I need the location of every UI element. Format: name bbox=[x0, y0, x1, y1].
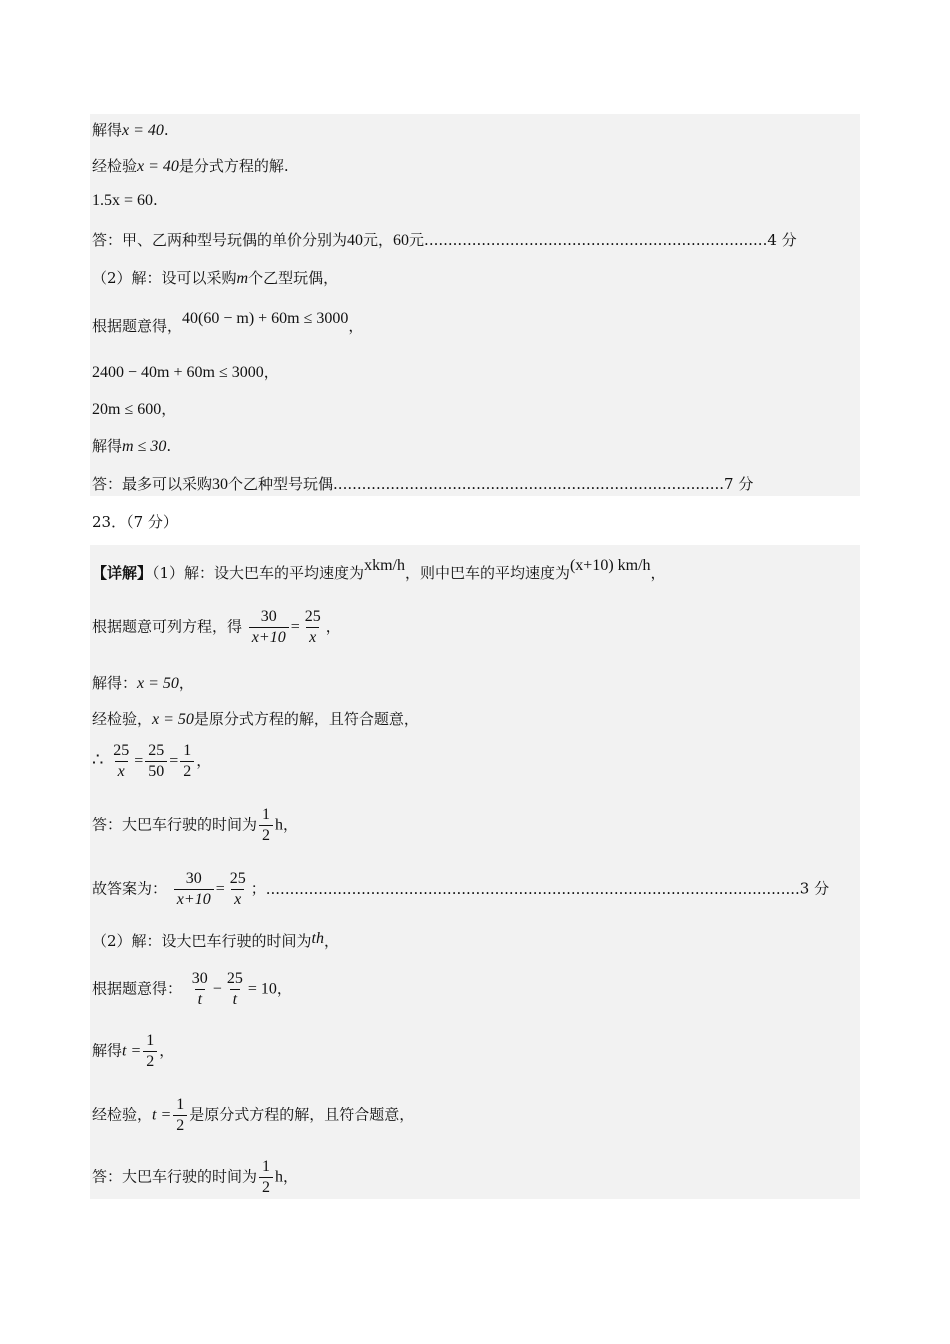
fraction bbox=[143, 1031, 157, 1072]
text: 答：最多可以采购 bbox=[92, 475, 213, 493]
punct: . bbox=[166, 437, 172, 455]
score: 7 分 bbox=[724, 475, 754, 493]
text: （2）解：设可以采购 bbox=[92, 269, 237, 287]
text: 解得 bbox=[92, 121, 123, 139]
math: = 10 bbox=[247, 980, 277, 998]
line-8 bbox=[92, 399, 176, 420]
math: x = 50 bbox=[137, 675, 179, 692]
numerator: 30 bbox=[191, 970, 208, 987]
text: 个乙种型号玩偶. bbox=[228, 475, 338, 493]
numerator: 1 bbox=[146, 1032, 155, 1049]
denominator: 2 bbox=[173, 1115, 187, 1136]
punct: ， bbox=[276, 979, 292, 998]
math: 20m ≤ 600 bbox=[92, 401, 162, 418]
punct: ， bbox=[324, 932, 340, 950]
math: 2400 − 40m + 60m ≤ 3000 bbox=[92, 364, 264, 381]
line-4 bbox=[92, 709, 419, 730]
text: ，则中巴车的平均速度为 bbox=[404, 564, 570, 582]
unit: h bbox=[275, 1168, 284, 1186]
punct: ， bbox=[263, 363, 279, 381]
line-4 bbox=[92, 230, 797, 251]
numerator: 1 bbox=[176, 1096, 185, 1113]
text: （2）解：设大巴车行驶的时间为 bbox=[92, 932, 312, 950]
math: x = 40 bbox=[122, 122, 164, 139]
text: 经检验， bbox=[92, 1105, 153, 1124]
numerator: 25 bbox=[229, 870, 246, 887]
punct: ， bbox=[650, 564, 666, 582]
punct: ， bbox=[161, 400, 177, 418]
value: 30 bbox=[212, 476, 229, 493]
line-8 bbox=[92, 931, 339, 952]
denominator: 2 bbox=[143, 1051, 157, 1072]
math: (x+10) km/h bbox=[569, 557, 651, 574]
unit: h bbox=[275, 816, 284, 834]
math: m ≤ 30 bbox=[122, 438, 167, 455]
line-11 bbox=[92, 1095, 414, 1136]
math: 40(60 − m) + 60m ≤ 3000 bbox=[182, 310, 349, 327]
fraction bbox=[173, 1095, 187, 1136]
equals: = bbox=[215, 880, 225, 898]
text: 答：大巴车行驶的时间为 bbox=[92, 815, 258, 834]
line-7 bbox=[92, 869, 829, 910]
denominator: 2 bbox=[259, 1177, 273, 1198]
text: 经检验， bbox=[92, 710, 153, 728]
numerator: 30 bbox=[185, 870, 202, 887]
line-9 bbox=[92, 436, 171, 457]
text: 根据题意可列方程，得 bbox=[92, 617, 243, 636]
punct: . bbox=[153, 191, 158, 209]
text: 根据题意得， bbox=[92, 317, 183, 335]
numerator: 25 bbox=[113, 742, 130, 759]
numerator: 1 bbox=[262, 806, 271, 823]
math: x = 50 bbox=[152, 711, 194, 728]
numerator: 25 bbox=[226, 970, 243, 987]
text: 经检验 bbox=[92, 157, 138, 175]
text: 解得 bbox=[92, 437, 123, 455]
leader-dots: ................................................................................. bbox=[337, 475, 725, 493]
text: 个乙型玩偶， bbox=[248, 269, 339, 287]
punct: . bbox=[163, 121, 169, 139]
fraction bbox=[145, 741, 167, 782]
fraction bbox=[259, 1157, 273, 1198]
solution-block-2 bbox=[90, 545, 860, 1199]
line-10 bbox=[92, 1031, 174, 1072]
line-3 bbox=[92, 673, 194, 694]
punct: ， bbox=[325, 617, 341, 636]
numerator: 1 bbox=[262, 1158, 271, 1175]
numerator: 25 bbox=[304, 608, 321, 625]
leader-dots: ................................................................................................................ bbox=[265, 879, 800, 898]
math: t = bbox=[152, 1106, 172, 1124]
punct: ， bbox=[196, 751, 212, 770]
text: 元. bbox=[409, 231, 429, 249]
fraction bbox=[180, 741, 194, 782]
fraction bbox=[224, 969, 246, 1010]
score: 3 分 bbox=[799, 879, 830, 898]
punct: ， bbox=[283, 1167, 299, 1186]
solution-block-1 bbox=[90, 114, 860, 496]
line-9 bbox=[92, 969, 292, 1010]
denominator: x+10 bbox=[174, 889, 214, 910]
line-6 bbox=[92, 805, 298, 846]
line-7 bbox=[92, 362, 279, 383]
leader-dots: ....................................................................... bbox=[428, 231, 768, 249]
punct: ， bbox=[178, 674, 194, 692]
minus: − bbox=[212, 980, 222, 998]
numerator: 1 bbox=[183, 742, 192, 759]
text: 根据题意得： bbox=[92, 979, 183, 998]
math: m bbox=[236, 270, 249, 287]
text: 是原分式方程的解，且符合题意， bbox=[189, 1105, 415, 1124]
math: th bbox=[311, 930, 324, 947]
equals: = bbox=[169, 752, 179, 770]
detail-tag: 【详解】 bbox=[92, 564, 153, 582]
fraction bbox=[302, 607, 324, 648]
denominator: t bbox=[195, 989, 205, 1010]
text: 解得 bbox=[92, 1041, 123, 1060]
value: 60 bbox=[393, 232, 410, 249]
fraction bbox=[259, 805, 273, 846]
denominator: x+10 bbox=[249, 627, 289, 648]
line-6 bbox=[92, 310, 364, 337]
math: x = 40 bbox=[137, 158, 179, 175]
line-5 bbox=[92, 741, 211, 782]
therefore-symbol: ∴ bbox=[92, 749, 104, 771]
denominator: 2 bbox=[180, 761, 194, 782]
fraction bbox=[227, 869, 249, 910]
denominator: x bbox=[306, 627, 319, 648]
fraction bbox=[174, 869, 214, 910]
text: 答：大巴车行驶的时间为 bbox=[92, 1167, 258, 1186]
line-1 bbox=[92, 557, 666, 584]
denominator: x bbox=[115, 761, 128, 782]
math: xkm/h bbox=[364, 557, 405, 574]
line-2 bbox=[92, 607, 341, 648]
text: 答：甲、乙两种型号玩偶的单价分别为 bbox=[92, 231, 348, 249]
score: 4 分 bbox=[767, 231, 797, 249]
punct: ； bbox=[250, 879, 266, 898]
punct: ， bbox=[159, 1041, 175, 1060]
denominator: 50 bbox=[145, 761, 167, 782]
math: t = bbox=[122, 1042, 142, 1060]
fraction bbox=[189, 969, 211, 1010]
text: 是分式方程的解. bbox=[178, 157, 289, 175]
text: 故答案为： bbox=[92, 879, 168, 898]
text: 元， bbox=[363, 231, 394, 249]
line-3 bbox=[92, 190, 158, 211]
equals: = bbox=[134, 752, 144, 770]
denominator: 2 bbox=[259, 825, 273, 846]
equals: = bbox=[290, 618, 300, 636]
math: 1.5x = 60 bbox=[92, 192, 154, 209]
fraction bbox=[249, 607, 289, 648]
numerator: 25 bbox=[148, 742, 165, 759]
numerator: 30 bbox=[260, 608, 277, 625]
value: 40 bbox=[347, 232, 364, 249]
line-2 bbox=[92, 156, 289, 177]
denominator: t bbox=[230, 989, 240, 1010]
text: 解得： bbox=[92, 674, 138, 692]
question-23-heading: 23．（7 分） bbox=[92, 513, 178, 531]
line-1 bbox=[92, 120, 169, 141]
line-10 bbox=[92, 474, 753, 495]
punct: ， bbox=[283, 815, 299, 834]
line-12 bbox=[92, 1157, 298, 1198]
punct: ， bbox=[348, 317, 364, 335]
text: 是原分式方程的解，且符合题意， bbox=[193, 710, 419, 728]
text: （1）解：设大巴车的平均速度为 bbox=[152, 564, 365, 582]
line-5 bbox=[92, 268, 338, 289]
denominator: x bbox=[231, 889, 244, 910]
fraction bbox=[110, 741, 132, 782]
